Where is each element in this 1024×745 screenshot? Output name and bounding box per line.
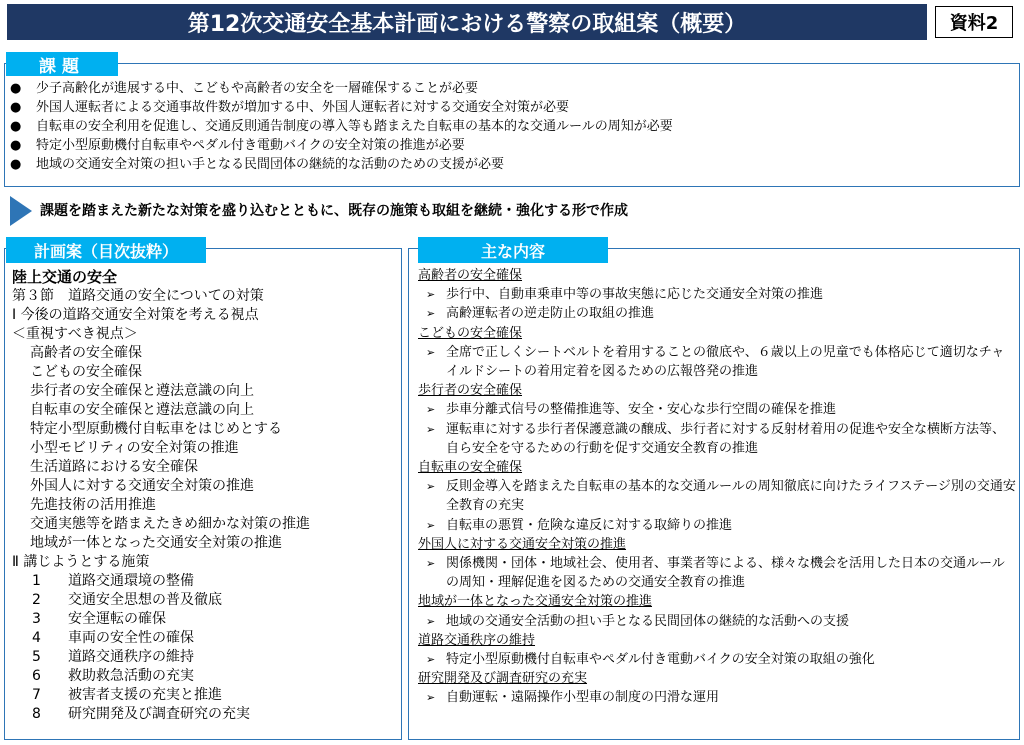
bullet-icon: ● <box>10 119 22 134</box>
viewpoint-item: 外国人に対する交通安全対策の推進 <box>30 478 254 494</box>
measure-item <box>12 705 310 724</box>
plan-part1: Ⅰ 今後の道路交通安全対策を考える視点 <box>12 307 259 323</box>
content-item <box>418 343 1016 381</box>
section-heading: 自転車の安全確保 <box>418 460 523 476</box>
arrow-bullet-icon: ➢ <box>426 691 436 705</box>
bullet-icon: ● <box>10 100 22 115</box>
plan-contents <box>12 268 310 724</box>
measure-item <box>12 667 310 686</box>
content-item <box>418 516 1016 535</box>
content-item <box>418 304 1016 323</box>
measure-item <box>12 629 310 648</box>
measure-number: 2 <box>32 592 41 608</box>
content-item-text: 全席で正しくシートベルトを着用することの徹底や、６歳以上の児童でも体格応じて適切なチャイルドシートの着用定着を図るための広報啓発の推進 <box>446 344 1005 380</box>
measure-text: 車両の安全性の確保 <box>68 630 194 646</box>
content-item <box>418 420 1016 458</box>
arrow-right-icon <box>10 196 32 226</box>
issues-list <box>10 79 673 174</box>
measure-item <box>12 648 310 667</box>
viewpoint-item: こどもの安全確保 <box>30 364 142 380</box>
viewpoint-label: ＜重視すべき視点＞ <box>12 326 138 342</box>
arrow-bullet-icon: ➢ <box>426 288 436 302</box>
issue-item <box>10 155 673 174</box>
arrow-bullet-icon: ➢ <box>426 518 436 532</box>
arrow-bullet-icon: ➢ <box>426 422 436 436</box>
content-item-text: 歩車分離式信号の整備推進等、安全・安心な歩行空間の確保を推進 <box>446 402 837 418</box>
plan-part2: Ⅱ 講じようとする施策 <box>12 554 150 570</box>
content-tab: 主な内容 <box>418 237 608 263</box>
content-item-text: 運転車に対する歩行者保護意識の醸成、歩行者に対する反射材着用の促進や安全な横断方法等、自ら安全を守るための行動を促す交通安全教育の推進 <box>446 421 1006 456</box>
measure-item <box>12 591 310 610</box>
viewpoint-item: 小型モビリティの安全対策の推進 <box>30 440 239 456</box>
measure-number: 7 <box>32 687 41 703</box>
plan-section: 第３節 道路交通の安全についての対策 <box>12 288 264 304</box>
issues-tab: 課題 <box>6 52 118 76</box>
measure-number: 8 <box>32 706 41 722</box>
bullet-icon: ● <box>10 138 22 153</box>
viewpoint-item: 高齢者の安全確保 <box>30 345 142 361</box>
measure-text: 道路交通秩序の維持 <box>68 649 194 665</box>
section-heading: 外国人に対する交通安全対策の推進 <box>418 536 627 552</box>
measure-text: 救助救急活動の充実 <box>68 668 194 684</box>
section-heading: こどもの安全確保 <box>418 325 523 341</box>
measure-number: 6 <box>32 668 41 684</box>
viewpoint-item: 交通実態等を踏まえたきめ細かな対策の推進 <box>30 516 310 532</box>
content-item <box>418 554 1016 592</box>
measure-text: 道路交通環境の整備 <box>68 573 194 589</box>
viewpoint-item: 特定小型原動機付自転車をはじめとする <box>30 421 282 437</box>
content-item <box>418 650 1016 669</box>
plan-tab: 計画案（目次抜粋） <box>6 237 206 263</box>
content-item-text: 関係機関・団体・地域社会、使用者、事業者等による、様々な機会を活用した日本の交通ルールの周知・理解促進を図るための交通安全教育の推進 <box>446 556 1005 591</box>
measure-number: 4 <box>32 630 41 646</box>
content-item-text: 歩行中、自動車乗車中等の事故実態に応じた交通安全対策の推進 <box>446 287 824 303</box>
content-item-text: 特定小型原動機付自転車やペダル付き電動バイクの安全対策の取組の強化 <box>446 652 875 668</box>
viewpoint-item: 先進技術の活用推進 <box>30 497 156 513</box>
measure-text: 被害者支援の充実と推進 <box>68 687 222 703</box>
plan-heading: 陸上交通の安全 <box>12 268 118 286</box>
bullet-icon: ● <box>10 81 22 96</box>
measure-item <box>12 610 310 629</box>
transition-text: 課題を踏まえた新たな対策を盛り込むとともに、既存の施策も取組を継続・強化する形で作成 <box>40 203 628 219</box>
content-sections <box>418 266 1016 708</box>
issue-text: 自転車の安全利用を促進し、交通反則通告制度の導入等も踏まえた自転車の基本的な交通ルールの周知が必要 <box>36 119 673 134</box>
section-heading: 高齢者の安全確保 <box>418 268 523 283</box>
issue-item <box>10 79 673 98</box>
measure-item <box>12 572 310 591</box>
document-badge: 資料2 <box>935 6 1013 38</box>
measure-number: 5 <box>32 649 41 665</box>
document-title: 第12次交通安全基本計画における警察の取組案（概要） <box>7 4 927 40</box>
bullet-icon: ● <box>10 157 22 172</box>
viewpoint-item: 歩行者の安全確保と遵法意識の向上 <box>30 383 254 399</box>
section-heading: 道路交通秩序の維持 <box>418 632 536 648</box>
section-heading: 歩行者の安全確保 <box>418 383 523 399</box>
arrow-bullet-icon: ➢ <box>426 614 436 628</box>
measure-text: 交通安全思想の普及徹底 <box>68 592 222 608</box>
content-item-text: 自転車の悪質・危険な違反に対する取締りの推進 <box>446 517 733 533</box>
content-item-text: 反則金導入を踏まえた自転車の基本的な交通ルールの周知徹底に向けたライフステージ別の交通安全教育の充実 <box>446 479 1016 514</box>
content-item <box>418 285 1016 304</box>
arrow-bullet-icon: ➢ <box>426 653 436 667</box>
content-item-text: 高齢運転者の逆走防止の取組の推進 <box>446 306 655 322</box>
viewpoint-item: 生活道路における安全確保 <box>30 459 198 475</box>
content-item <box>418 688 1016 707</box>
arrow-bullet-icon: ➢ <box>426 307 436 321</box>
arrow-bullet-icon: ➢ <box>426 345 436 359</box>
arrow-bullet-icon: ➢ <box>426 403 436 417</box>
measure-number: 1 <box>32 573 41 589</box>
measure-item <box>12 686 310 705</box>
issue-item <box>10 98 673 117</box>
issue-text: 地域の交通安全対策の担い手となる民間団体の継続的な活動のための支援が必要 <box>36 157 505 172</box>
issue-text: 少子高齢化が進展する中、こどもや高齢者の安全を一層確保することが必要 <box>36 81 479 96</box>
section-heading: 研究開発及び調査研究の充実 <box>418 671 588 687</box>
section-heading: 地域が一体となった交通安全対策の推進 <box>418 594 653 610</box>
measure-text: 研究開発及び調査研究の充実 <box>68 706 250 722</box>
issue-text: 特定小型原動機付自転車やペダル付き電動バイクの安全対策の推進が必要 <box>36 138 465 153</box>
measure-text: 安全運転の確保 <box>68 611 166 627</box>
viewpoint-item: 地域が一体となった交通安全対策の推進 <box>30 535 282 551</box>
issue-text: 外国人運転者による交通事故件数が増加する中、外国人運転者に対する交通安全対策が必要 <box>36 100 570 115</box>
arrow-bullet-icon: ➢ <box>426 480 436 494</box>
viewpoint-item: 自転車の安全確保と遵法意識の向上 <box>30 402 254 418</box>
content-item <box>418 400 1016 419</box>
content-item-text: 地域の交通安全活動の担い手となる民間団体の継続的な活動への支援 <box>446 613 850 629</box>
content-item <box>418 477 1016 515</box>
measure-number: 3 <box>32 611 41 627</box>
arrow-bullet-icon: ➢ <box>426 557 436 571</box>
content-item <box>418 612 1016 631</box>
content-item-text: 自動運転・遠隔操作小型車の制度の円滑な運用 <box>446 690 720 706</box>
issue-item <box>10 136 673 155</box>
issue-item <box>10 117 673 136</box>
